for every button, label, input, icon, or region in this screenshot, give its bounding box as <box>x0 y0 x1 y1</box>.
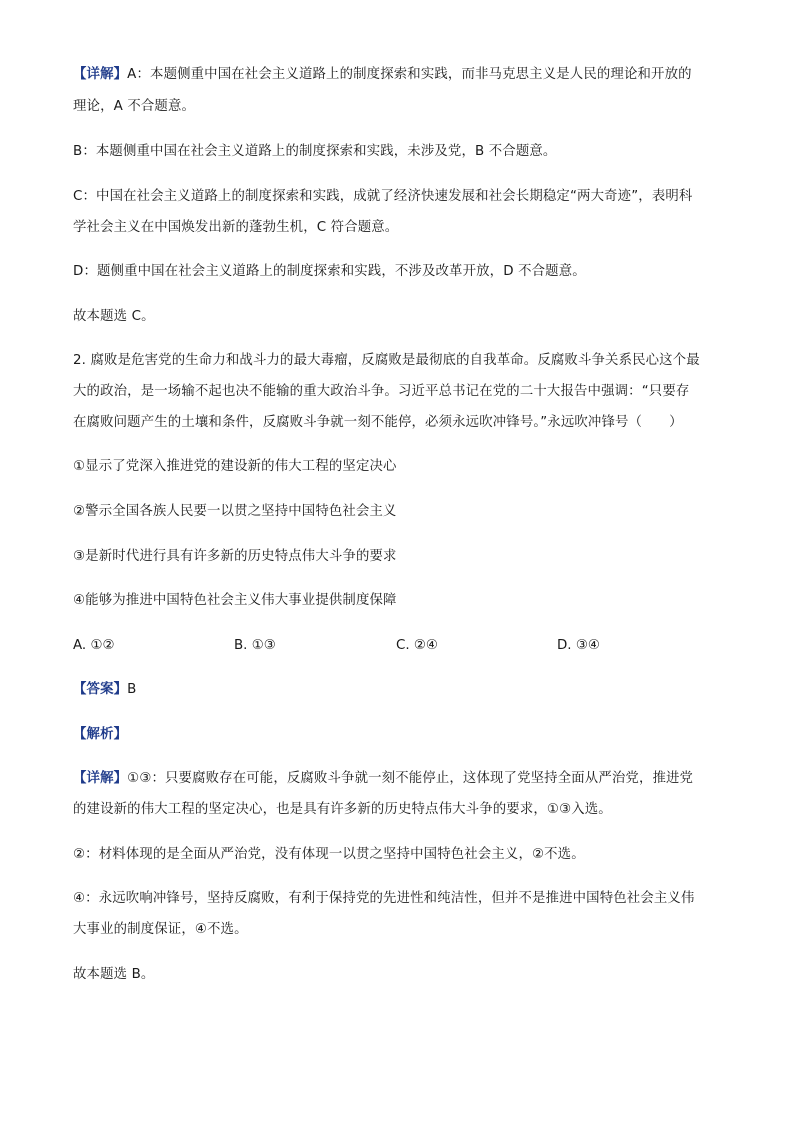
q2-statement-4: ④能够为推进中国特色社会主义伟大事业提供制度保障 <box>73 593 397 608</box>
analysis-tag: 【解析】 <box>73 727 128 742</box>
q2-conclusion: 故本题选 B。 <box>73 967 155 982</box>
q1-detail-c-line1: C：中国在社会主义道路上的制度探索和实践，成就了经济快速发展和社会长期稳定“两大奇迹”，表明科 <box>73 189 693 204</box>
q2-stem-line2: 大的政治，是一场输不起也决不能输的重大政治斗争。习近平总书记在党的二十大报告中强调：“只要存 <box>73 384 690 399</box>
q2-stem-line3: 在腐败问题产生的土壤和条件，反腐败斗争就一刻不能停，必须永远吹冲锋号。”永远吹冲锋号（ ） <box>73 415 683 430</box>
q2-detail-4-line1: ④：永远吹响冲锋号，坚持反腐败，有利于保持党的先进性和纯洁性，但并不是推进中国特色社会主义伟 <box>73 891 695 906</box>
q2-statement-3: ③是新时代进行具有许多新的历史特点伟大斗争的要求 <box>73 549 397 564</box>
q2-option-a: A. ①② <box>73 638 115 653</box>
q2-detail-13-text: ①③：只要腐败存在可能，反腐败斗争就一刻不能停止，这体现了党坚持全面从严治党，推进党 <box>127 771 694 786</box>
q1-detail-d: D：题侧重中国在社会主义道路上的制度探索和实践，不涉及改革开放，D 不合题意。 <box>73 264 586 279</box>
detail-tag: 【详解】 <box>73 67 128 82</box>
detail-tag-2: 【详解】 <box>73 771 128 786</box>
q2-option-c: C. ②④ <box>396 638 438 653</box>
q1-detail-a-text: A：本题侧重中国在社会主义道路上的制度探索和实践，而非马克思主义是人民的理论和开放的 <box>127 67 692 82</box>
answer-tag: 【答案】 <box>73 682 128 697</box>
q2-option-d: D. ③④ <box>557 638 600 653</box>
q2-statement-2: ②警示全国各族人民要一以贯之坚持中国特色社会主义 <box>73 504 397 519</box>
q2-stem-line1: 2. 腐败是危害党的生命力和战斗力的最大毒瘤，反腐败是最彻底的自我革命。反腐败斗争关系民心这个最 <box>73 353 700 368</box>
q2-detail-2: ②：材料体现的是全面从严治党，没有体现一以贯之坚持中国特色社会主义，②不选。 <box>73 847 585 862</box>
q2-statement-1: ①显示了党深入推进党的建设新的伟大工程的坚定决心 <box>73 459 397 474</box>
q1-detail-c-line2: 学社会主义在中国焕发出新的蓬勃生机，C 符合题意。 <box>73 220 399 235</box>
q1-conclusion: 故本题选 C。 <box>73 309 155 324</box>
q2-option-b: B. ①③ <box>234 638 276 653</box>
answer-value: B <box>127 682 137 697</box>
q2-answer <box>73 681 733 699</box>
q1-detail-a-line2: 理论，A 不合题意。 <box>73 99 196 114</box>
q2-detail-13-line1 <box>73 770 733 788</box>
q2-detail-13-line2: 的建设新的伟大工程的坚定决心，也是具有许多新的历史特点伟大斗争的要求，①③入选。 <box>73 802 612 817</box>
q2-detail-4-line2: 大事业的制度保证，④不选。 <box>73 922 248 937</box>
q2-analysis-heading <box>73 726 733 744</box>
q1-detail-b: B：本题侧重中国在社会主义道路上的制度探索和实践，未涉及党，B 不合题意。 <box>73 144 557 159</box>
q1-detail-a-line1 <box>73 66 733 84</box>
